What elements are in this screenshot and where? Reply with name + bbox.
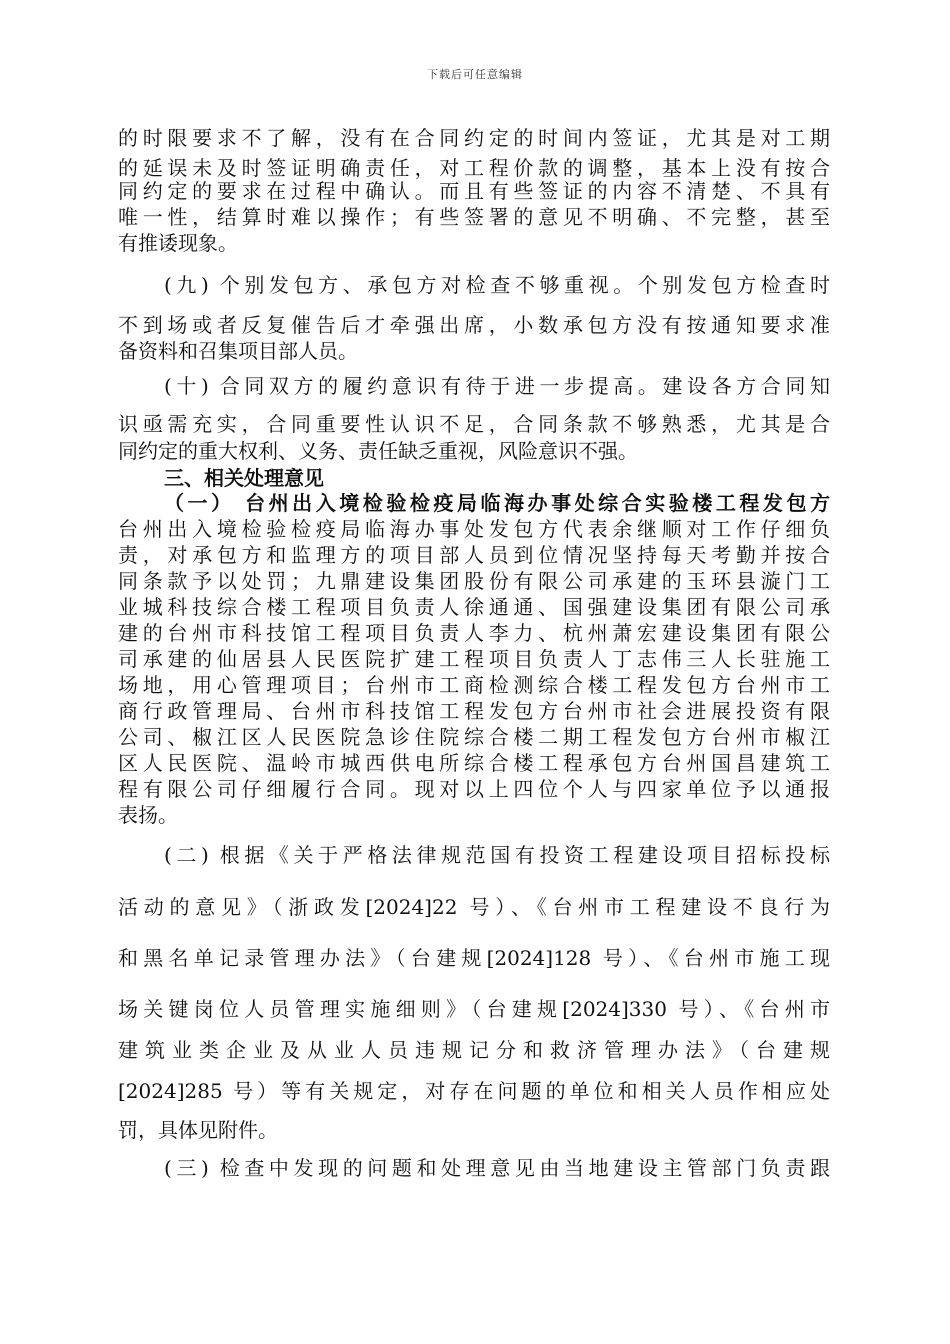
paragraph-line: 区人民医院、温岭市城西供电所综合楼工程承包方台州国昌建筑工 (118, 751, 830, 775)
paragraph-line: 识亟需充实，合同重要性认识不足，合同条款不够熟悉，尤其是合 (118, 412, 830, 436)
paragraph-line: （一） 台州出入境检验检疫局临海办事处综合实验楼工程发包方 (164, 491, 830, 515)
paragraph-line: (十) 合同双方的履约意识有待于进一步提高。建设各方合同知 (164, 374, 830, 398)
paragraph-line: (二) 根据《关于严格法律规范国有投资工程建设项目招标投标 (164, 843, 830, 867)
paragraph-line: 商行政管理局、台州市科技馆工程发包方台州市社会进展投资有限 (118, 699, 830, 723)
section-heading: 三、相关处理意见 (164, 466, 324, 490)
paragraph-line: 同约定的重大权利、义务、责任缺乏重视，风险意识不强。 (118, 439, 638, 463)
paragraph-line: 场关键岗位人员管理实施细则》（台建规[2024]330 号）、《台州市 (118, 997, 830, 1021)
paragraph-line: 程有限公司仔细履行合同。现对以上四位个人与四家单位予以通报 (118, 777, 830, 801)
paragraph-line: 活动的意见》（浙政发[2024]22 号）、《台州市工程建设不良行为 (118, 895, 830, 919)
paragraph-line: 建筑业类企业及从业人员违规记分和救济管理办法》（台建规 (118, 1038, 830, 1062)
paragraph-line: 司承建的仙居县人民医院扩建工程项目负责人丁志伟三人长驻施工 (118, 647, 830, 671)
paragraph-line: 建的台州市科技馆工程项目负责人李力、杭州萧宏建设集团有限公 (118, 621, 830, 645)
paragraph-line: 罚，具体见附件。 (118, 1118, 278, 1142)
paragraph-line: 同条款予以处罚；九鼎建设集团股份有限公司承建的玉环县漩门工 (118, 569, 830, 593)
paragraph-line: 唯一性，结算时难以操作；有些签署的意见不明确、不完整，甚至 (118, 205, 830, 229)
page-header: 下载后可任意编辑 (427, 68, 523, 81)
paragraph-line: 的延误未及时签证明确责任，对工程价款的调整，基本上没有按合 (118, 156, 830, 180)
paragraph-line: 备资料和召集项目部人员。 (118, 339, 358, 363)
paragraph-line: 的时限要求不了解，没有在合同约定的时间内签证，尤其是对工期 (118, 126, 830, 150)
paragraph-line: [2024]285 号）等有关规定，对存在问题的单位和相关人员作相应处 (118, 1079, 830, 1103)
paragraph-line: 场地，用心管理项目；台州市工商检测综合楼工程发包方台州市工 (118, 673, 830, 697)
paragraph-line: (九) 个别发包方、承包方对检查不够重视。个别发包方检查时 (164, 273, 830, 297)
paragraph-line: 业城科技综合楼工程项目负责人徐通通、国强建设集团有限公司承 (118, 595, 830, 619)
paragraph-line: 台州出入境检验检疫局临海办事处发包方代表余继顺对工作仔细负 (118, 517, 830, 541)
paragraph-line: 公司、椒江区人民医院急诊住院综合楼二期工程发包方台州市椒江 (118, 725, 830, 749)
paragraph-line: 和黑名单记录管理办法》（台建规[2024]128 号）、《台州市施工现 (118, 946, 830, 970)
paragraph-line: 同约定的要求在过程中确认。而且有些签证的内容不清楚、不具有 (118, 179, 830, 203)
paragraph-line: 表扬。 (118, 803, 178, 827)
paragraph-line: (三) 检查中发现的问题和处理意见由当地建设主管部门负责跟 (164, 1156, 830, 1180)
paragraph-line: 有推诿现象。 (118, 231, 238, 255)
paragraph-line: 责，对承包方和监理方的项目部人员到位情况坚持每天考勤并按合 (118, 543, 830, 567)
paragraph-line: 不到场或者反复催告后才牵强出席，小数承包方没有按通知要求准 (118, 313, 830, 337)
